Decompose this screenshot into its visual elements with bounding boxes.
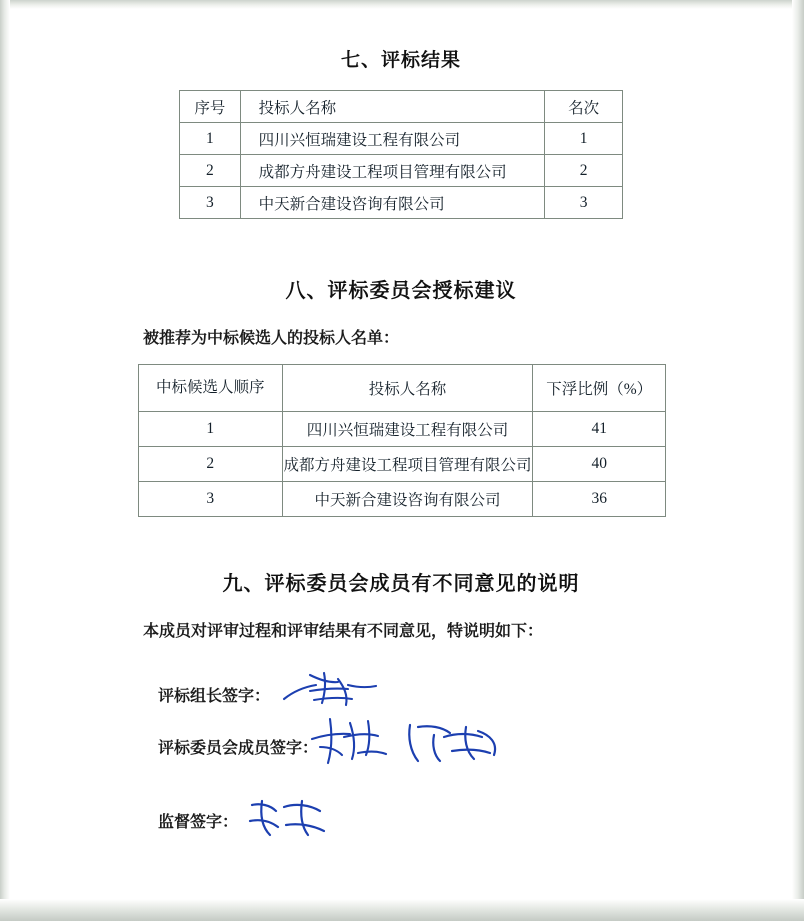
page-edge-top (0, 0, 804, 9)
table-row (180, 123, 623, 155)
document-page (10, 9, 792, 899)
cell-bidder-name: 成都方舟建设工程项目管理有限公司 (282, 447, 533, 482)
header-candidate-order: 中标候选人顺序 (139, 365, 283, 412)
cell-discount-ratio: 40 (533, 447, 666, 482)
section-title-award-recommendation: 八、评标委员会授标建议 (285, 280, 517, 302)
cell-bidder-name: 四川兴恒瑞建设工程有限公司 (282, 412, 533, 447)
cell-serial-number: 2 (180, 155, 241, 187)
section-title-evaluation-result: 七、评标结果 (340, 50, 461, 71)
cell-rank: 1 (545, 123, 623, 155)
header-serial-number: 序号 (180, 91, 241, 123)
cell-serial-number: 3 (180, 187, 241, 219)
cell-serial-number: 1 (180, 123, 241, 155)
cell-bidder-name: 四川兴恒瑞建设工程有限公司 (240, 123, 545, 155)
signature-block (10, 683, 792, 861)
signature-label-chair: 评标组长签字： (158, 688, 271, 705)
handwritten-signature-chair (280, 669, 390, 715)
signature-row-supervisor (158, 809, 792, 861)
table-header-row (139, 365, 666, 412)
award-recommendation-table (138, 364, 666, 517)
cell-rank: 3 (545, 187, 623, 219)
candidate-list-intro: 被推荐为中标候选人的投标人名单： (143, 330, 400, 347)
header-discount-ratio: 下浮比例（%） (533, 365, 666, 412)
cell-rank: 2 (545, 155, 623, 187)
table-row (180, 155, 623, 187)
page-edge-bottom (0, 899, 804, 921)
evaluation-result-table (179, 90, 623, 219)
cell-candidate-order: 3 (139, 482, 283, 517)
cell-bidder-name: 中天新合建设咨询有限公司 (282, 482, 533, 517)
table-row (139, 412, 666, 447)
cell-discount-ratio: 36 (533, 482, 666, 517)
header-bidder-name: 投标人名称 (240, 91, 545, 123)
signature-label-supervisor: 监督签字： (158, 814, 239, 831)
dissenting-opinion-statement: 本成员对评审过程和评审结果有不同意见，特说明如下： (143, 623, 544, 640)
header-rank: 名次 (545, 91, 623, 123)
cell-candidate-order: 1 (139, 412, 283, 447)
cell-bidder-name: 中天新合建设咨询有限公司 (240, 187, 545, 219)
cell-discount-ratio: 41 (533, 412, 666, 447)
table-row (180, 187, 623, 219)
signature-row-chair (158, 683, 792, 735)
page-edge-left (0, 0, 10, 921)
table-row (139, 482, 666, 517)
signature-label-members: 评标委员会成员签字： (158, 740, 319, 757)
section-title-dissenting-opinions: 九、评标委员会成员有不同意见的说明 (222, 573, 580, 595)
table-header-row (180, 91, 623, 123)
handwritten-signature-supervisor (244, 793, 334, 843)
table-row (139, 447, 666, 482)
signature-row-members (158, 735, 792, 787)
page-edge-right (792, 0, 804, 921)
cell-bidder-name: 成都方舟建设工程项目管理有限公司 (240, 155, 545, 187)
cell-candidate-order: 2 (139, 447, 283, 482)
header-bidder-name: 投标人名称 (282, 365, 533, 412)
